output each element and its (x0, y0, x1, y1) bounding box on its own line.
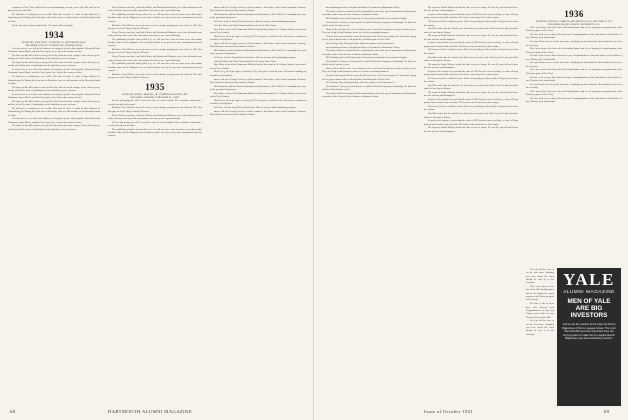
paragraph: In spite of the number of years that the class of 1936 has been out of college, we have all kept pretty much in touch with each other. The letters come from all over the country. (424, 41, 518, 48)
paragraph: We're now down to the last of the fall football games and we are hoping for a good turnout at the Princeton game in New York. (526, 68, 622, 75)
issue-date-footer: Issue of October 1951 (424, 409, 474, 414)
paragraph: The article failed to mention that Ed is authoritative also in the speech department at Dartmouth, a member of the Council on the Conduct of Students Affairs. (322, 9, 416, 17)
paragraph: The publishing schedule being what it is, we will not have room for more news this month. Deadline dates for the Magazine are too short to allow us to get in any more information from the reunion. (108, 37, 202, 48)
paragraph: From Davis C. Cheney we hear that he is with the Electric Company in Cambridge. He has been with it for the last three years. (322, 85, 416, 92)
paragraph: The publishing schedule being what it is, we will not have room for more news this month. Deadline dates for the Magazine are too short to allow us to get in any more information from the reunion. (108, 62, 202, 72)
ad-headline: MEN OF YALE ARE BIG INVESTORS (567, 298, 611, 319)
paragraph: Pete Stirling, Tony Young and Dave Sims are partners in the Sherman Co. (326, 81, 395, 85)
column-6-lower (526, 268, 554, 404)
paragraph: Dick Lacey, the legal eagle of Concord, N.H., has gone in with the firm. He has been making an enviable record up there. (210, 98, 306, 106)
paragraph: Mention of Fred Weise's son in the news we have another young man in the Class of 1955 who has gone on to the Thayer School. Welcome. (108, 48, 202, 55)
paragraph: ations with the Foreign Service in both countries. Bob Bruce writes from Frankfurt Germany. Mort Schaeffer has moved his family to Florida. (210, 41, 306, 49)
paragraph: We know you like to read these notes. Please keep writing to John, and he will get the news into the column. (424, 48, 518, 55)
paragraph: The hope for this fall is that we can get all of the class out of the ravages of the old war years, and the job will be done. Contributions to the fund this year are welcome. (8, 85, 100, 92)
paragraph: And Jim Jolly is the Dick Eschrich added to the Great Lakes Team. (214, 59, 277, 63)
secretary-line: Secretary, Mark J. Driscoll, Jr., Computer Associates, Inc. (122, 93, 188, 97)
paragraph: We're now down to the last of the fall football games and we are hoping for a good turnout at the Princeton game in New York. (526, 89, 622, 97)
paragraph: In spite of the number of years that the class of 1936 has been out of college, we have all kept pretty much in touch with each other. The letters come from all over the country. (424, 119, 518, 126)
paragraph: We still have a wedding once in a while. This time it's June 1, a date of Dan Hackett's in Johnsonburg, Pa. During all of his time in Brooklyn, June is a full member of the Brooklyn board of Trade. (8, 75, 100, 85)
paragraph: Bill Sanford is with the Board of Education and Recruitment, New York. He is rounding out a year in the personnel department. (210, 13, 306, 20)
paragraph: Don Haley is out of the Dartmouth Medical School this month as Lt. Johnny Stanley was moved east to New London. (210, 63, 306, 70)
paragraph: Pete Stirling, Tony Young and Dave Sims are partners in the Sherman Co. (326, 41, 395, 45)
treasurer-line: Treasurer, Sam Heim, 76 Bleecker St., Conn. (130, 96, 180, 100)
paragraph: Ed Crowe is in the Crystal Lake Beach area. His two sons are both outstanding campers. (214, 55, 297, 59)
paragraph: Let's get all the news in for the next issue. Anything you hear about the class should be sent on to the secretary. (526, 319, 554, 336)
paragraph: His report of Dutch Wilson's death last June is news to many. He was 45 years old and leaves his wife and two small daughters. (424, 126, 518, 133)
column-4 (322, 6, 416, 402)
right-page (314, 0, 628, 420)
paragraph: We have a bit of news that will interest you. Congratulations to Ray and Jeanne on the birth of a son, Thomas, their fourth child. (526, 54, 622, 61)
class-year-heading-1934: 1934 (44, 29, 64, 40)
paragraph: Bill Gallagher has left the University of Vermont as coach and is now coach at Colgate. (326, 56, 408, 60)
magazine-title-footer: DARTMOUTH ALUMNI MAGAZINE (108, 409, 192, 414)
paragraph: Bill Sanford is with the Board of Education and Recruitment, New York. He is rounding out a year in the personnel department. (210, 48, 306, 56)
paragraph: In spite of the number of years that the class of 1936 has been out of college, we have all kept pretty much in touch with each other. The letters come from all over the country. (424, 13, 518, 20)
ad-body: And so are the readers of the other six Alumni Magazines of the Ivy League Group. The more than 160,000 men who read them have the buying power to make the Ivy League Alumni Magazines your best advertising medium. (562, 323, 616, 341)
paragraph: ations with the Foreign Service in both countries. Bob Bruce writes from Frankfurt Germany. Mort Schaeffer has moved his family to Florida. (210, 77, 306, 84)
paragraph: and assistant professor of English and Dean of Freshmen at Dartmouth College. (326, 45, 401, 49)
paragraph: Barry Geller and his wife were in Hanover for a visit after having been away for three years. They are living in San Francisco where he is in the accounting business. (322, 27, 416, 34)
class-year-heading-1935: 1935 (145, 82, 165, 93)
paragraph: Gordon Lenz reports that he is now the director of the New Jersey chapter. He says that is going to be a great reunion and he will attend the Columbia game in New York. (322, 34, 416, 42)
paragraph: Dick Lacey, the legal eagle of Concord, N.H., has gone in with the firm. He has been making an enviable record up there. (210, 34, 306, 42)
paragraph: Ray Ellis writes that he is back in the East after two years on the West Coast. He has joined the staff of a law firm in Boston. (424, 112, 518, 119)
column-6 (526, 6, 622, 264)
treasurer-line: Treasurer, Bob Gee, 2 Parkway Rd., Boxford, Mass. (25, 43, 83, 47)
paragraph: and assistant professor of English and Dean of Freshmen at Dartmouth College. (326, 6, 401, 9)
paragraph: Henry Theurer was there, and Jack Gilbert, and Dennis and Harrison, two of the stalwarts in our ranks who have been out of the class picture for some years. A good showing. (108, 113, 202, 120)
paragraph: We have a bit of news that will interest you. Congratulations to Ray and Jeanne on the birth of a son, Thomas, their fourth child. (526, 33, 622, 40)
yale-alumni-magazine-ad[interactable] (557, 268, 621, 406)
paragraph: From Davis C. Cheney we hear that he is with the Electric Company in Cambridge. He has been with it for the last three years. (322, 60, 416, 67)
paragraph: ations with the Foreign Service in both countries. Bob Bruce writes from Frankfurt Germany. Mort Schaeffer has moved his family to Florida. (210, 109, 306, 116)
ad-brand: YALE (563, 270, 615, 289)
paragraph: His report of Dutch Wilson's death last June is news to many. He was 45 years old and leaves his wife and two small daughters. (424, 62, 518, 69)
paragraph: Henry Theurer was there, and Jack Gilbert, and Dennis and Harrison, two of the stalwarts in our ranks who have been out of the class picture for some years. A good showing. (108, 55, 202, 62)
paragraph: Don Haley is out of the Dartmouth Medical School this month as Lt. Johnny Stanley was moved east to New London. (210, 27, 306, 34)
paragraph: Ed Crowe is in the Crystal Lake Beach area. His two sons are both outstanding campers. (214, 20, 297, 24)
paragraph: We still have a wedding once in a while. This time it's June 1, a date of Dan Hackett's in Johnsonburg, Pa. During all of his time in Brooklyn, June is a full member of the Brooklyn board of Trade. (8, 13, 100, 23)
paragraph: Mention of Fred Weise's son in the news we have another young man in the Class of 1955 who has gone on to the Thayer School. Welcome. (108, 72, 202, 79)
paragraph: Let's get all the news in for the next issue. Anything you hear about the class should be sent on to the secretary. (526, 61, 622, 68)
paragraph: We know you like to read these notes. Please keep writing to John, and he will get the news into the column. (424, 105, 518, 112)
paragraph: The hope for this fall is that we can get all of the class out of the ravages of the old war years, and the job will be done. Contributions to the fund this year are welcome. (8, 53, 100, 61)
paragraph: Gordon Lenz reports that he is now the director of the New Jersey chapter. He says that is going to be a great reunion and he will attend the Columbia game in New York. (322, 74, 416, 81)
paragraph: We still have a wedding once in a while. This time it's June 1, a date of Dan Hackett's in Johnsonburg, Pa. During all of his time in Brooklyn, June is a full member of the Brooklyn board of Trade. (8, 106, 100, 117)
paragraph: We know you like to read these notes. Please keep writing to John, and he will get the news into the column. (424, 20, 518, 27)
page-number-left: 68 (10, 409, 16, 414)
paragraph: Mention of Fred Weise's son in the news we have another young man in the Class of 1955 who has gone on to the Thayer School. Welcome. (108, 23, 202, 30)
paragraph: The article failed to mention that Ed is authoritative also in the speech department at Dartmouth, a member of the Council on the Conduct of Students Affairs. (322, 49, 416, 56)
paragraph: In spite of the number of years that the class of 1936 has been out of college, we have all kept pretty much in touch with each other. The letters come from all over the country. (424, 98, 518, 105)
paragraph: We are still getting the old '35 crowd to write in to this column. The committee announced a record class gift for the fund. (108, 120, 202, 127)
page-number-right: 69 (604, 409, 610, 414)
paragraph: We have a bit of news that will interest you. Congratulations to Ray and Jeanne on the birth of a son, Thomas, their fourth child. (526, 96, 622, 104)
paragraph: Don Haley is out of the Dartmouth Medical School this month as Lt. Johnny Stanley was moved east to New London. (210, 91, 306, 99)
paragraph: We know you like to read these notes. Please keep writing to John, and he will get the news into the column. (424, 76, 518, 84)
paragraph: Bill Sanford is with the Board of Education and Recruitment, New York. He is rounding out a year in the personnel department. (210, 84, 306, 91)
column-3 (210, 6, 306, 402)
paragraph: We have a bit of news that will interest you. Congratulations to Ray and Jeanne on the birth of a son, Thomas, their fourth child. (526, 302, 554, 319)
paragraph: It seems now we are still at the business of trying to get the class together. Memorial Fund Chairman, James Muriel, and the Class Agent, Leo, look to the reunion of June. (8, 92, 100, 99)
ad-association: ALUMNI MAGAZINE (563, 289, 615, 294)
paragraph: responses in New York. John has been in broadcasting for nine years with ABC and for the past two years with CBS. (8, 6, 100, 13)
column-2 (108, 6, 202, 402)
paragraph: The publishing schedule being what it is, we will not have room for more news this month. Deadline dates for the Magazine are too short to allow us to get in any more information from the reunion. (108, 127, 202, 138)
paragraph: The hope for this fall is that we can get all of the class out of the ravages of the old war years, and the job will be done. Contributions to the fund this year are welcome. (8, 99, 100, 107)
paragraph: The article failed to mention that Ed is authoritative also in the speech department at Dartmouth, a member of the Council on the Conduct of Students Affairs. (322, 92, 416, 99)
paragraph: It seems now we are still at the business of trying to get the class together. Memorial Fund Chairman, James Muriel, and the Class Agent, Leo, look to the reunion of June. (8, 46, 100, 54)
paragraph: The hope for this fall is that we can get all of the class out of the ravages of the old war years, and the job will be done. Contributions to the fund this year are welcome. (8, 124, 100, 131)
paragraph: Barry Geller and his wife were in Hanover for a visit after having been away for three years. They are living in San Francisco where he is in the accounting business. (322, 67, 416, 74)
paragraph: Henry Theurer was there, and Jack Gilbert, and Dennis and Harrison, two of the stalwarts in our ranks who have been out of the class picture for some years. A good showing. (108, 6, 202, 13)
paragraph: His report of Dutch Wilson's death last June is news to many. He was 45 years old and leaves his wife and two small daughters. (424, 34, 518, 41)
paragraph: We have a bit of news that will interest you. Congratulations to Ray and Jeanne on the birth of a son, Thomas, their fourth child. (526, 75, 622, 82)
paragraph: His report of Dutch Wilson's death last June is news to many. He was 45 years old and leaves his wife and two small daughters. (424, 90, 518, 98)
paragraph: Ray Ellis writes that he is back in the East after two years on the West Coast. He has joined the staff of a law firm in Boston. (424, 55, 518, 62)
paragraph: His report of Dutch Wilson's death last June is news to many. He was 45 years old and leaves his wife and two small daughters. (424, 6, 518, 13)
paragraph: The publishing schedule being what it is, we will not have room for more news this month. Deadline dates for the Magazine are too short to allow us to get in any more information from the reunion. (108, 13, 202, 23)
treasurer-line: Treasurer, Roger E. Beattie, Providence 3, R.I. (548, 23, 600, 26)
paragraph: By the time this column is printed the '33 crowd will be set again. (12, 23, 74, 27)
paragraph: ations with the Foreign Service in both countries. Bob Bruce writes from Frankfurt Germany. Mort Schaeffer has moved his family to Florida. (210, 6, 306, 13)
class-year-heading-1936: 1936 (564, 9, 584, 19)
paragraph: From Davis C. Cheney we hear that he is with the Electric Company in Cambridge. He has been with it for the last three years. (322, 20, 416, 27)
paragraph: We're now down to the last of the fall football games and we are hoping for a good turnout at the Princeton game in New York. (526, 285, 554, 302)
paragraph: We are still getting the old '35 crowd to write in to this column. The committee announced a record class gift for the fund. (108, 99, 202, 106)
secretary-line: Secretary, Donald C. Simpson, 420 Lexington Ave., New York 17, N.Y. (535, 20, 613, 23)
paragraph: The hope for this fall is that we can get all of the class out of the ravages of the old war years, and the job will be done. Contributions to the fund this year are welcome. (8, 61, 100, 68)
secretary-line: Secretary, John Foley, 27 Beverly St., Winchester, Mass. (22, 40, 86, 44)
paragraph: Ed Crowe is in the Crystal Lake Beach area. His two sons are both outstanding campers. (214, 105, 297, 109)
paragraph: Let's get all the news in for the next issue. Anything you hear about the class should be sent on to the secretary. (526, 40, 622, 47)
paragraph: It seems now we are still at the business of trying to get the class together. Memorial Fund Chairman, James Muriel, and the Class Agent, Leo, look to the reunion of June. (8, 117, 100, 124)
paragraph: Let's get all the news in for the next issue. Anything you hear about the class should be sent on to the secretary. (526, 268, 554, 285)
paragraph: Ray Ellis writes that he is back in the East after two years on the West Coast. He has joined the staff of a law firm in Boston. (424, 83, 518, 91)
paragraph: Ray Ellis writes that he is back in the East after two years on the West Coast. He has joined the staff of a law firm in Boston. (424, 27, 518, 34)
paragraph: We're now down to the last of the fall football games and we are hoping for a good turnout at the Princeton game in New York. (526, 47, 622, 54)
column-1 (8, 6, 100, 402)
paragraph: Dick Lacey, the legal eagle of Concord, N.H., has gone in with the firm. He has been making an enviable record up there. (210, 70, 306, 77)
column-5 (424, 6, 518, 402)
paragraph: In spite of the number of years that the class of 1936 has been out of college, we have all kept pretty much in touch with each other. The letters come from all over the country. (424, 69, 518, 77)
paragraph: Bill Gallagher has left the University of Vermont as coach and is now coach at Colgate. (326, 16, 408, 20)
paragraph: It seems now we are still at the business of trying to get the class together. Memorial Fund Chairman, James Muriel, and the Class Agent, Leo, look to the reunion of June. (8, 68, 100, 75)
paragraph: And Jim Jolly is the Dick Eschrich added to the Great Lakes Team. (214, 23, 277, 27)
paragraph: Mention of Fred Weise's son in the news we have another young man in the Class of 1955 who has gone on to the Thayer School. Welcome. (108, 106, 202, 113)
paragraph: Let's get all the news in for the next issue. Anything you hear about the class should be sent on to the secretary. (526, 82, 622, 89)
paragraph: Henry Theurer was there, and Jack Gilbert, and Dennis and Harrison, two of the stalwarts in our ranks who have been out of the class picture for some years. A good showing. (108, 30, 202, 37)
paragraph: We're now down to the last of the fall football games and we are hoping for a good turnout at the Princeton game in New York. (526, 26, 622, 33)
